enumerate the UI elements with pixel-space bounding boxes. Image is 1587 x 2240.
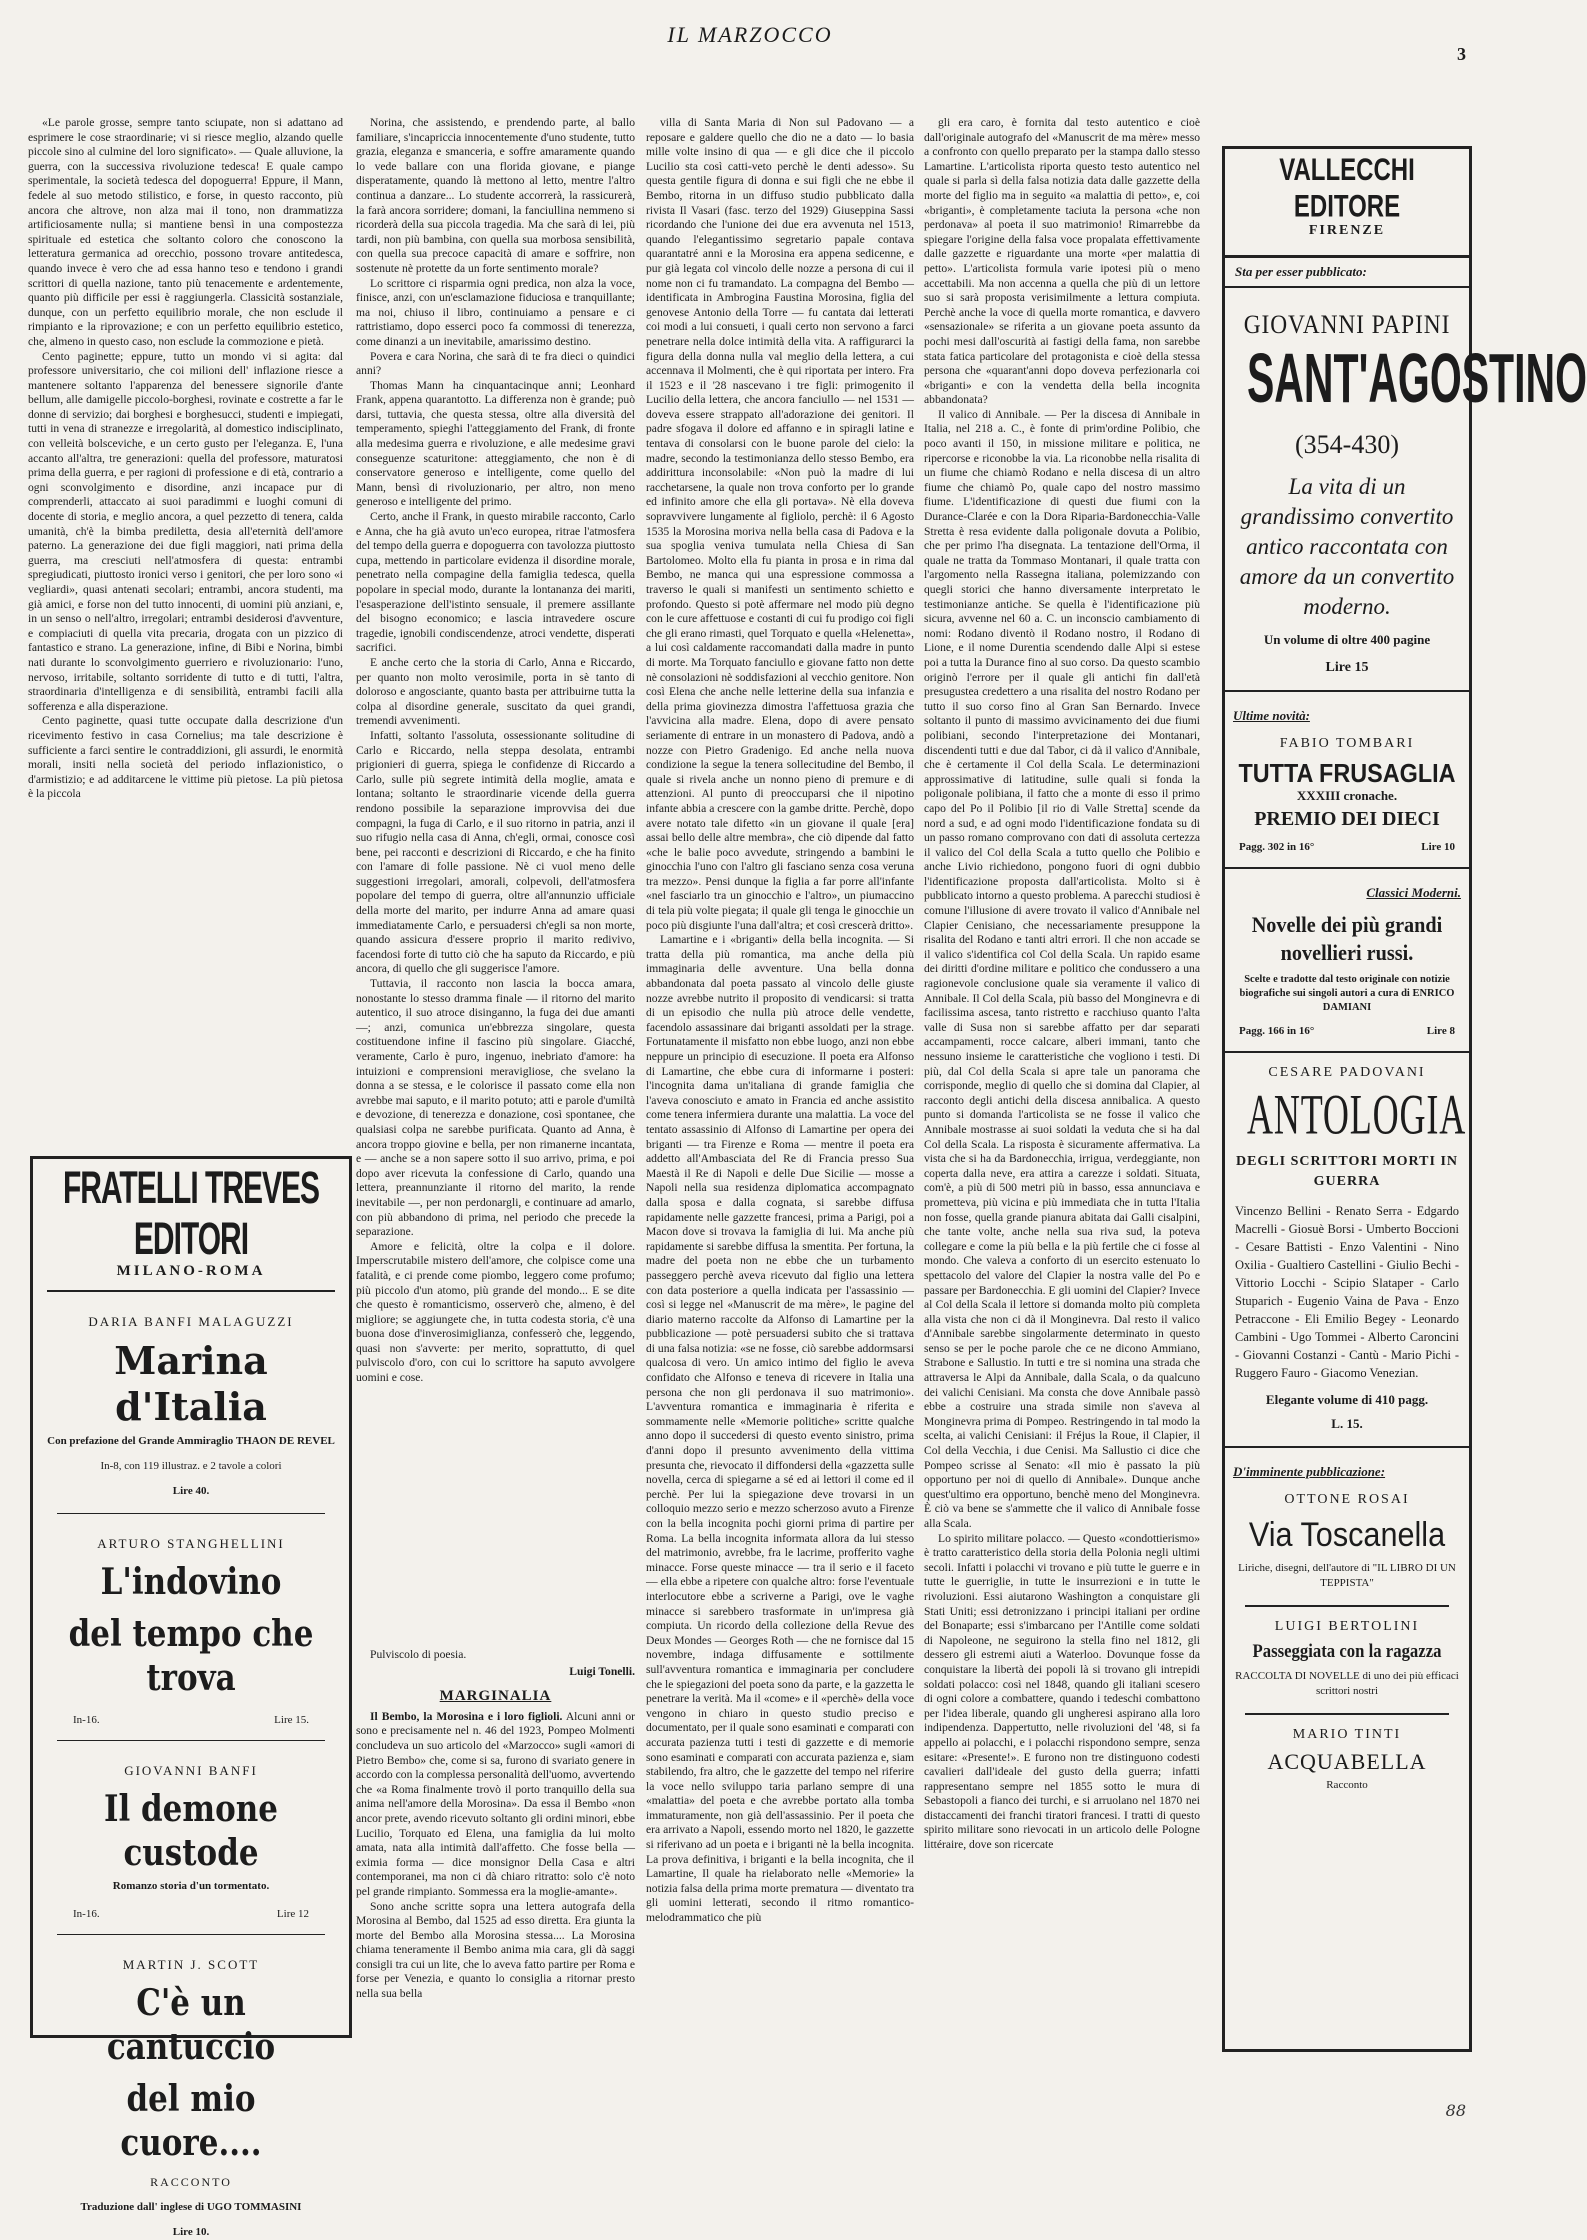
book-format: In-8, con 119 illustraz. e 2 tavole a colori: [100, 1460, 282, 1472]
book-meta: [33, 1714, 349, 1726]
book-title: del mio cuore....: [120, 2078, 262, 2164]
paragraph: Povera e cara Norina, che sarà di te fra dieci o quindici anni?: [356, 349, 635, 378]
book-author: CESARE PADOVANI: [1268, 1065, 1426, 1080]
article-column-2: [356, 116, 635, 1636]
paragraph: villa di Santa Maria di Non sul Padovano — a reposare e galdere quello che dio ne a dato — lo basia mille volte insino di qua — e gli dice che il piccolo Lucilio sta così catti-veto perchè le denti adesso». Su questa gentile figura di donna e sui figli che ne ebbe il Bembo, ritorna in un diffuso studio pubblicato dalla rivista Il Vasari (fasc. terzo del 1929) Giuseppina Sassi ricordando che l'unione dei due era avvenuta nel 1513, quando l'elegantissimo segretario papale contava quarantatré anni e la Morosina era appena sedicenne, e pur già legata col vincolo delle nozze a persona di cui il nome non ci fu tramandato. La compagna del Bembo — identificata in Ambrogina Faustina Morosina, figlia del genovese Antonio della Torre — fu cantata dai letterati coi modi a lui consueti, i quali certo non servono a farci penetrare nella dolce intimità della vita. A raffigurarci la figura della donna nulla val meglio della lettera, a cui accennava il Molmenti, che è qui riportata per intero. Fra il 1523 e il '28 nascevano i tre figli: primogenito il Lucilio della lettera, che ancora fanciullo — nel 1531 — doveva essere strappato all'adorazione dei genitori. Il padre sfogava il dolore ed affanno e in spiragli latine e tentava di consolarsi con le buone parole del cielo: la madre, secondo la testimonianza dello stesso Bembo, era addirittura inconsolabile: «Non può la madre di lui racchetarsene, la quale non trova conforto per lo grande ed infinito amore che ella gli portava». Nè ella doveva sopravvivere lungamente al figliolo, perchè: il 6 Agosto 1535 la Morosina moriva nella bella casa di Padova e la sua spoglia veniva tumulata nella Chiesa di San Bartolomeo. Molto ella fu pianta in prosa e in rima dal Bembo, ne manca qui una espressione commossa a traverso le quali si manifesti un sentimento schietto e profondo. Questo si potè affermare nel modo più degno con le cure affettuose e costanti di cui fu prodigo coi figli che gli erano rimasti, quel Torquato e quella «Helenetta», a lui così caldamente raccomandati dalla madre in punto di morte. Ma Torquato fanciullo e giovane fatto non dette nè consolazioni nè soddisfazioni al vecchio genitore. Non così Elena che anche nelle letterine della sua infanzia e della prima giovinezza dimostra l'affettuosa grazia che l'avvicina alla madre. Elena, dopo di avere pensato seriamente di entrare in un monastero di Padova, andò a nozze con Pietro Gradenigo. Ed anche nella nuova condizione la segue la tenera sollecitudine del Bembo, il quale si rivela anche un nonno pieno di premure e di attenzioni. Al punto di preoccuparsi che il nipotino infante abbia a crescere con la gambe dritte. Perchè, dopo avere notato tale difetto «in un giovane il quale [era] assai bello delle altre membra», che ciò dipende dal fatto «che le balie poco avvedute, stringendo a bambini le ginocchia l'uno con l'altro gli fasciano senza cosa veruna tra mezzo». Pensi dunque la figlia a far porre all'infante «nel fasciarlo tra un ginocchio e l'altro», un piumaccino di tela più volte piegata; il quale gli tenga le ginocchie un poco più disgiunte l'una dall'altra; et così crescerà dritto».: [646, 116, 914, 932]
book-title: del tempo che trova: [68, 1613, 314, 1699]
book-author: OTTONE ROSAI: [1284, 1492, 1410, 1507]
book-years: (354-430): [1295, 430, 1399, 459]
latest-label: Ultime novità:: [1233, 708, 1310, 723]
book-author: LUIGI BERTOLINI: [1274, 1619, 1420, 1634]
paragraph: gli era caro, è fornita dal testo autentico e cioè dall'originale autografo del «Manuscrit de ma mère» messo a confronto con quello preparato per la stampa dallo stesso Lamartine. L'articolista riporta questo testo autentico nel quale si parla sì della falsa notizia data dalle gazzette della morte del figlio ma in seguito «a malattia di petto», e, coi «briganti», è completamente taciuta la persona «che non perdonava» al poeta il suo matrimonio! Rimarrebbe da spiegare l'origine della falsa voce propalata effettivamente dalle gazzette e riguardante una morte «per malattia di petto». L'articolista formula varie ipotesi più o meno accettabili. Ma non accenna a quella che più di un lettore suo si sarà proposta verisimilmente a lettura compiuta. Perchè anche la voce di quella morte romantica, e davvero «sensazionale» se riferita a un giovane poeta assunto da pochi mesi dall'oscurità ai fastigi della fama, non sarebbe stata fatica particolare del protagonista e cioè della stessa persona che «quarant'anni dopo doveva perfezionarla coi «briganti» e con la vendetta della bella incognita abbandonata?: [924, 116, 1200, 407]
paragraph: Amore e felicità, oltre la colpa e il dolore. Imperscrutabile mistero dell'amore, che colpisce come una fatalità, e ci prende come piombo, leggero come profumo; più piccolo d'un atomo, più grande del mondo... E se dite che questo è romanticismo, osserverò che, almeno, è del migliore; se aggiungete che, in tutta codesta storia, c'è una buona dose d'inverosimiglianza, confesserò che, leggendo, quasi non s'avverte: per merito, soprattutto, di quel pulviscolo d'oro, con cui lo scrittore ha saputo avvolgere uomini e cose.: [356, 1239, 635, 1385]
article-signature: Luigi Tonelli.: [569, 1664, 635, 1678]
book-volume: Un volume di oltre 400 pagine: [1263, 632, 1431, 647]
treves-advertisement: [30, 1156, 352, 2238]
book-price: Lire 10: [1421, 841, 1455, 853]
publisher-name: VALLECCHI EDITORE: [1279, 152, 1415, 225]
paragraph: Il valico di Annibale. — Per la discesa di Annibale in Italia, nel 218 a. C., è fonte di prim'ordine Polibio, che poco avanti il 150, in missione militare e politica, ne ripercorse e riconobbe la via. La riconobbe nella risalita di un fiume che chiamò Rodano e nella discesa di un altro fiume che chiamò Po, quale capo del nostro massimo fiume. L'identificazione di questi due fiumi con la Durance-Clarée e con la Dora Riparia-Bardonecchia-Valle Stretta è resa evidente dalla poligonale dovuta a Polibio, che per primo l'ha disegnata. La tentazione dell'Orma, il quale ne tratta da Tommaso Montanari, il quale tratta con l'argomento nella Rassegna italiana, polemizzando con quegli storici che hanno diversamente interpretato le testimonianze antiche. Se quella è l'identificazione più sicura, avvenne nel 60 a. C. un inconscio cambiamento di nomi: Rodano diventò il Rodano nostro, il Rodano di Lione, e il nome Durentia scendendo dalle Alpi si estese poi a tutta la Durance fino al suo corso. Da questo scambio originò l'errore per il quale gli antichi fin dall'età presugustea credettero a una risalita del nostro Rodano per tutto il suo corso fino al Gran San Bernardo. Invece soltanto il punto di massimo avvicinamento dei due fiumi polibiani, secondo l'interpretazione dei Montanari, discendenti tutti e due dal Tabor, ci dà il valico d'Annibale, che è certamente il Col della Scala. Le determinazioni approssimative di latitudine, sulle quali si fonda la poligonale polibiana, il fatto che a monte di esso il primo capo del Po il Polibio [il rio di Valle Stretta] scende da nord a sud, e ad ogni modo l'identificazione fondata su di un passo romano comprovano con dati di assoluta certezza il valico del Col della Scala a tutto quello che Polibio e anche Livio richiedono, pongono fuori di ogni dubbio l'identificazione proposta dall'articolista. Molto si è pubblicato intorno a questo problema. A parecchi studiosi è comune l'illusione di avere trovato il valico d'Annibale nel Clapier Cenisiano, che necessariamente presuppone la risalita del Rodano e tanti altri errori. Il che non accade se il valico s'identifica col Col della Scala. Un rapido esame dei diritti d'ordine militare e politico che condussero a una ragionevole conclusione quale sia veramente il valico di Annibale. Il Col della Scala, più basso del Monginevra e di facilissima ascesa, tanto ristretto e racchiuso quanto l'alta valle di Susa non si sarebbe affatto per dar separati accampamenti, rocce calcare, alberi immani, tanto che nessuno insieme le caratteristiche che vogliono i testi. Di più, dal Col della Scala si apre tale un panorama che corrisponde, meglio di quello che si domina dal Clapier, al racconto degli antichi della discesa annibalica. A questo punto si domanda l'articolista se ne fosse il valico che Annibale mostrasse ai suoi soldati la veduta che si ha dal Col della Scala. La risposta è sicuramente affermativa. La vista che si ha da Bardonecchia, irrigua, verdeggiante, non coperta dalla neve, era attira a carezze i soldati. Situata, com'è, a più di 500 metri più in basso, essa annunciava e prometteva, più vicina e più immediata che in tutta l'Italia non fosse, quella grande pianura abitata dai Galli cisalpini, che tante volte, anche nella sua riva sud, la poteva collegare e come la più bella e la più fertile che ci fosse al mondo. Che valeva a conforto di un esercito estenuato lo spettacolo del valore del Clapier la nostra valle del Po e passare per Bardonecchia. E gli uomini del Clapier? Invece al Col della Scala il lettore si domanda molto più completa alla vista che non ci dà il Monginevra. Dal resto il valico d'Annibale sarebbe singolarmente determinato in questo senso se per le poche parole che ce ne dicono Ammiano, Strabone e Sallustio. In tutti e tre si nomina una strada che attraversa le Alpi da Annibale, dalla Scala, o da qualcuno dei valichi Cenisiani. Ma consta che dove Annibale passò ebbe a costruire una strada simile non s'aveva al Monginevra prima di Pompeo. Restringendo in tal modo la scelta, ai valichi Cenisiani: il Fréjus la Roue, il Clapier, il Col della Vecchia, i due Cenisi. Ma Sallustio ci dice che Pompeo scrisse al Senato: «Il mio è passato la più opportuno per noi di quello di Annibale». Dunque anche quest'ultimo era opportuno, benchè meno del Monginevra. È ciò va bene se s'ammette che il valico di Annibale fosse alla Scala.: [924, 407, 1200, 1530]
divider: [1225, 690, 1469, 692]
book-subtitle: Romanzo storia d'un tormentato.: [112, 1880, 270, 1892]
book-subtitle: RACCOLTA DI NOVELLE di uno dei più efficaci scrittori nostri: [1235, 1670, 1459, 1697]
book-title: Passeggiata con la ragazza: [1252, 1641, 1442, 1662]
divider: [57, 1740, 325, 1741]
book-title: C'è un cantuccio: [106, 1982, 276, 2068]
book-subtitle: Liriche, disegni, dell'autore di "IL LIBRO DI UN TEPPISTA": [1238, 1562, 1456, 1589]
book-author: MARTIN J. SCOTT: [122, 1957, 260, 1972]
book-meta: [1225, 1025, 1469, 1037]
book-translator: Traduzione dall' inglese di UGO TOMMASINI: [80, 2201, 302, 2213]
masthead: [0, 8, 1500, 68]
book-title: L'indovino: [100, 1561, 282, 1603]
book-meta: [1225, 841, 1469, 853]
divider: [57, 1513, 325, 1514]
paragraph: Cento paginette; eppure, tutto un mondo vi si agita: dal professore universitario, che coi milioni dell' inflazione riesce a mantenere soltanto l'apparenza del benessere signorile d'ante bellum, alle damigelle piccolo-borghesi, rovinate e costrette a far le donne di servizio; dai borghesi e borghesucci, studenti e impiegati, tutti in vena di stranezze e irregolarità, al domestico indisciplinato, con velleità bolsceviche, e un certo gusto per l'eleganza. E, l'una accanto all'altra, tre generazioni: quella del professore, maturatosi prima della guerra, e per ragioni di professione e di età, contrario a ogni sconvolgimento e disordine, anzi incapace pur di comprenderli, attaccato ai suoi paradimmi e luoghi comuni di docente di storia, e meglio ancora, a quel pezzetto di tenera, calda umanità, ch'è la bimba prediletta, desia all'eternità dell'amore paterno. La generazione dei due figli maggiori, nati prima della guerra, ma cresciuti nell'atmosfera di questa: entrambi spregiudicati, piuttosto ironici verso i genitori, che per loro sono «i vegliardi», quasi antenati secolari; entrambi, ancora studenti, ma già amici, e forse non del tutto innocenti, di uomini più anziani, e, in un senso o nell'altro, irregolari; entrambi desiderosi d'avventure, e compiaciuti di quella vita precaria, drogata con un pizzico di fantastico e strano. La generazione, infine, di Bibi e Norina, bimbi nati durante lo sconvolgimento guerriero e rivoluzionario: l'uno, nervoso, irritabile, soltanto sorridente di tutto e di tutti, l'altra, straordinaria d'intelligenza e di sensibilità, entrambi facili alla sofferenza e alla disperazione.: [28, 349, 343, 713]
item-body: Alcuni anni or sono e precisamente nel n. 46 del 1923, Pompeo Molmenti concludeva un suo articolo del «Marzocco» sugli «amori di Pietro Bembo» che, come si sa, furono di svariato genere in accordo con la complessa personalità dell'uomo, avvertendo che «a Roma finalmente trovò il porto tranquillo della sua anima nell'amore della Morosina». Da essa il Bembo «non ancor prete, avendo ricevuto soltanto gli ordini minori, ebbe Lucilio, Torquato ed Elena, una famiglia da lui molto amata, nata alla intimità dall'affetto. Che fosse bella — eximia forma — dice monsignor Della Casa e altri contemporanei, ma non ci dà chiaro ritratto: solo c'è noto pel grande rimpianto. Sommessa era la moglie-amante».: [356, 1709, 635, 1898]
newspaper-title: IL MARZOCCO: [667, 22, 833, 47]
book-volume: Elegante volume di 410 pagg.: [1265, 1392, 1429, 1407]
paragraph: Certo, anche il Frank, in questo mirabile racconto, Carlo e Anna, che ha già avuto un'eco europea, ritrae l'atmosfera del tempo della guerra e dopoguerra con tavolozza piuttosto cupa, mettendo in particolare evidenza il disordine morale, penetrato nella compagine della famiglia tedesca, quella popolare in special modo, durante la lontananza dei mariti, l'esasperazione dell'istinto sensuale, il premere assillante del bisogno economico; e lascia intravedere oscure tragedie, ignobili condiscendenze, atroci vendette, disperati sacrifici.: [356, 510, 635, 655]
paragraph: Infatti, soltanto l'assoluta, ossessionante solitudine di Carlo e Riccardo, nella steppa desolata, entrambi prigionieri di guerra, spiega le confidenze di Riccardo a Carlo, sulle più segrete intimità della moglie, amata e lontana; soltanto le straordinarie vicende della guerra rendono possibile la separazione improvvisa dei due compagni, la fuga di Carlo, e il suo ritorno in patria, anzi il suo rifugio nella casa di Anna, ch'egli, ormai, conosce così bene, pei racconti e descrizioni di Riccardo, e che ha finito con l'amare di folle passione. Nè ci vuol meno delle suggestioni irregolari, amorali, colpevoli, dell'atmosfera popolare del tempo di guerra, oltre all'annunzio ufficiale della morte del marito, per indurre Anna ad amare quasi immediatamente Carlo, e persuadersi ch'egli sa non morte, quando assicura d'essere proprio il marito redivivo, facendosi forte di tutto ciò che ha saputo da Riccardo, e più ancora, di quello che gli suggerisce l'amore.: [356, 728, 635, 976]
article-column-3: [646, 116, 914, 2076]
book-author: GIOVANNI BANFI: [124, 1763, 258, 1778]
section-title: MARGINALIA: [439, 1688, 552, 1705]
forthcoming-label: Sta per esser pubblicato:: [1225, 255, 1469, 288]
book-price: Lire 15: [1325, 660, 1369, 675]
divider: [1245, 1605, 1449, 1607]
paragraph: Cento paginette, quasi tutte occupate dalla descrizione d'un ricevimento festivo in casa Cornelius; ma tale descrizione è sufficiente a farci sentire le contraddizioni, gli assurdi, le enormità morali, insiti nella società del periodo inflazionistico, o d'armistizio; e ad additarcene le vittime più pietose. La più pietosa è la piccola: [28, 714, 343, 801]
book-price: L. 15.: [1331, 1416, 1363, 1431]
book-prize: PREMIO DEI DIECI: [1254, 808, 1440, 830]
book-price: Lire 8: [1426, 1025, 1455, 1037]
book-meta: [33, 1908, 349, 1920]
divider: [1225, 1446, 1469, 1448]
author-list: Vincenzo Bellini - Renato Serra - Edgardo Macrelli - Giosuè Borsi - Umberto Boccioni - Cesare Battisti - Enzo Valentini - Nino Oxilia - Gualtiero Castellini - Giulio Bechi - Vittorio Locchi - Scipio Slataper - Carlo Stuparich - Eugenio Vaina de Pava - Enzo Petraccone - Eli Emilio Begey - Leonardo Cambini - Ugo Tommei - Alberto Caroncini - Giovanni Costanzi - Cantù - Mario Pichi - Ruggero Fauro - Giacomo Venezian.: [1235, 1204, 1459, 1380]
divider: [1225, 1051, 1469, 1053]
paragraph: «Le parole grosse, sempre tanto sciupate, non si adattano ad esprimere le cose straordinarie; vi si riesce meglio, alzando quelle piccole sino al culmine del loro significato». — Quale alluvione, la guerra, con la successiva rivoluzione tedesca! E quale campo sperimentale, la società tedesca del dopoguerra! Eppure, il Mann, fedele al suo metodo stilistico, e forse, in questo racconto, più ancora che altrove, non alza mai il tono, non drammatizza artificiosamente nulla; si mantiene bensì in una compostezza spirituale ed estetica che soltanto coloro che conoscono la letteratura germanica ad orecchio, possono trovare antitedesca, quando invece è vero che ad essa hanno teso e tendono i grandi scrittori di quella nazione, tanto più tenacemente e ardentemente, quanto più difficile per essi è raggiungerla. Classicità sostanziale, dunque, con un perfetto equilibrio morale, che non esclude il rimpianto e la riprovazione; e con un perfetto equilibrio estetico, che, almeno in questo caso, non esclude la commozione e pietà.: [28, 116, 343, 348]
article-column-1: [28, 116, 343, 1148]
book-genre: RACCONTO: [150, 2175, 232, 2189]
publisher-name: FRATELLI TREVES EDITORI: [62, 1164, 320, 1265]
paragraph: Norina, che assistendo, e prendendo parte, al ballo familiare, s'incapriccia innocentemente d'uno studente, tutto grazia, eleganza e smanceria, e soffre amaramente quando lo vede ballare con una florida giovane, e piange disperatamente, quando là mettono al letto, mentre l'altro continua a danzare... Lo studente accorrerà, la rassicurerà, la farà ancora sorridere; domani, la fanciullina nemmeno si ricorderà della sua piccola tragedia. Ma che sarà di lei, più tardi, non più bambina, con quella sua morbosa sensibilità, con quella sua precoce capacità di amare e soffrire, non sostenute nè protette da un forte sentimento morale?: [356, 116, 635, 275]
paragraph: Thomas Mann ha cinquantacinque anni; Leonhard Frank, appena quarantotto. La differenza non è grande; può darsi, tuttavia, che questa stessa, oltre alla diversità del temperamento, spieghi l'atteggiamento del Frank, di fronte alla medesima guerra e rivoluzione, e alle medesime gravi conseguenze scaturitone: atteggiamento, che non è di conservatore generoso e intelligente, come quello del Mann, bensì di rivoluzionario, per altro, non meno generoso e intelligente del primo.: [356, 378, 635, 509]
book-format: In-16.: [73, 1714, 100, 1726]
paragraph: Lamartine e i «briganti» della bella incognita. — Si tratta della più romantica, ma anche della più immaginaria delle avventure. Una bella donna abbandonata dal poeta passato al vincolo delle giuste nozze avrebbe nutrito il proposito di vendicarsi: si tratta di un episodio che nulla più atroce delle vendette, facendolo assassinare dai briganti assoldati per la strage. Fortunatamente il misfatto non ebbe luogo, anzi non ebbe neppure un principio di esecuzione. Il poeta era Alfonso di Lamartine, che ebbe cura di informarne i posteri: l'incognita dama un'italiana di grande famiglia che l'aveva conosciuto e amato in Francia ed anche assistito come tenera infermiera durante una malattia. La voce del tentato assassinio di Alfonso di Lamartine per opera dei briganti — tra Firenze e Roma — mentre il poeta era addetto all'Ambasciata del Re di Francia presso Sua Maestà il Re di Napoli e delle Due Sicilie — mosse a Napoli nella sua residenza diplomatica accompagnato dalla sposa e dalla cognata, si sarebbe diffusa rapidamente nelle gazzette francesi, prima a Parigi, poi a Macon dove si trovava la famiglia di lui. Ma anche più rapidamente si sarebbe diffusa la smentita. Per fortuna, la madre del poeta non ne ebbe che un turbamento passeggero perchè aveva ricevuto dal figlio una lettera con data posteriore a quella indicata per l'assassinio — così si legge nel «Manuscrit de ma mère», le pagine del diario materno raccolte da Alfonso di Lamartine per la pubblicazione — potè persuadersi subito che si trattava di una falsa notizia: «se ne fosse, ciò sarebbe addormsarsi qualcosa di vero. Un amico intimo del figlio le aveva confidato che Alfonso e teneva di ricevere in Italia una persona che non gli perdonava il suo matrimonio». L'avventura romantica e immaginaria è riferita e sommamente nelle «Memorie politiche» scritte qualche anno dopo il succedersi di questo evento sinistro, prima d'anni dopo il presunto avvenimento della vittima presunta che, rievocato il diffondersi della «gazzetta sulle novella, cerca di spiegarne a sé ed ai lettori il come ed il perchè. Per lui la spiegazione deve trovarsi in un colloquio mezzo serio e mezzo scherzoso avuto a Firenze con la bella incognita pochi giorni prima di partire per Roma. La bella incognita informata allora da lui stesso del matrimonio, avrebbe, fra le lacrime, profferito vaghe minacce. Forse queste minacce — tra il serio e il faceto — ella ebbe a ripetere con qualche altro: forse l'eventuale interlocutore ebbe a scriverne a Parigi, ove le vaghe minacce si sarebbero trasformate in un'impresa già compiuta. Un ricordo della collezione della Revue des Deux Mondes — Georges Roth — che ne fornisce dal 15 novembre, indaga diffusamente e sottilmente sull'avventura romantica e immaginaria per concludere che le spiegazioni del poeta sono da parte, e la gazzetta le penetrare la verità. Ma il «come» e il «perchè» della voce vengono in chiaro in questo studio preciso e documentato, per il quale sono esaminati e comparati con accurata pazienza tutti i testi di gazzette e di memorie sono esaminati e comparati con accurata pazienza e, siam stabilendo, fra altro, che le gazzette del tempo nel riferire la voce nello sviluppo taria parlano sempre di una «malattia» del poeta e che avrebbe portato alla tomba immaturamente, non già dell'assassinio. Per il poeta che era arrivato a Napoli, essendo morto nel 1820, le gazzette si riferivano ad un poeta e i briganti nè la bella incognita. La prova definitiva, i briganti e la bella incognita, che il Lamartine, Il quale ha rielaborato nelle «Memorie» la notizia falsa della prima morte prematura — diventato tra gli uomini letterati, secondo il ritmo romantico-melodrammatico che più: [646, 933, 914, 1925]
marginalia-section: [356, 1648, 635, 2048]
book-format: In-16.: [73, 1908, 100, 1920]
book-blurb: La vita di un grandissimo convertito antico raccontata con amore da un convertito moderno.: [1239, 474, 1455, 619]
page-number: 3: [1457, 44, 1466, 64]
divider: [1225, 867, 1469, 869]
book-title: TUTTA FRUSAGLIA: [1238, 758, 1456, 788]
book-author: DARIA BANFI MALAGUZZI: [88, 1314, 294, 1329]
book-title: Il demone custode: [104, 1788, 278, 1874]
vallecchi-advertisement: [1222, 146, 1587, 2052]
imminent-label: D'imminente pubblicazione:: [1233, 1464, 1386, 1479]
book-pages: Pagg. 166 in 16°: [1239, 1025, 1315, 1037]
paragraph: E anche certo che la storia di Carlo, Anna e Riccardo, per quanto non molto verosimile, porta in sè tanto di doloroso e angosciante, quanto basta per attribuirne tutta la colpa al disordine generale, suscitato da quei grandi, tremendi avvenimenti.: [356, 655, 635, 728]
divider: [1245, 1713, 1449, 1715]
book-price: Lire 15.: [274, 1714, 309, 1726]
series-label: Classici Moderni.: [1366, 885, 1461, 900]
book-subtitle: Con prefazione del Grande Ammiraglio THAON DE REVEL: [47, 1435, 335, 1447]
item-heading: Il Bembo, la Morosina e i loro figlioli.: [370, 1709, 563, 1723]
paragraph: Tuttavia, il racconto non lascia la bocca amara, nonostante lo stesso dramma finale — il ritorno del marito autentico, il suo atroce disinganno, la fuga dei due amanti —; anzi, comunica un'ebbrezza singolare, questa costituendone infine il fascino più singolare. Giacché, veramente, Carlo è puro, ingenuo, inebriato d'amore: ha intuizioni e comprensioni meravigliose, che svelano la donna a se stessa, e le colorisce il passato come ella non avrebbe mai saputo, e il marito potuto; atti e parole d'umiltà e devozione, di tenerezza e donazione, così spontanee, che qualsiasi colpa ne sarebbe purificata. Quanto ad Anna, è ancora troppo giovine e bella, per non rimanerne incantata, e — anche se a non sapere sotto il suo arrivo, prima, e poi dopo aver ricevuta la confessione di Carlo, quando una lettera, preannunziante il ritorno del marito, la rende inevitabile —, per non perdonargli, e continuare ad amarlo, con più abbandono di prima, nel periodo che precede la separazione.: [356, 977, 635, 1239]
book-author: FABIO TOMBARI: [1279, 736, 1415, 751]
book-pages: Pagg. 302 in 16°: [1239, 841, 1315, 853]
book-price: Lire 40.: [172, 1485, 210, 1497]
paragraph: Sono anche scritte sopra una lettera autografa della Morosina al Bembo, dal 1525 ad esso diretta. Era giunta la morte del Bembo alla Morosina stessa.... La Morosina chiama teneramente il Bembo anima mia cara, gli dà saggi consigli tra cui un lite, che lo aveva fatto partire per Roma e forse per Venezia, e quanto lo consiglia a ritornar presto nella sua bella: [356, 1899, 635, 2001]
book-subtitle: DEGLI SCRITTORI MORTI IN GUERRA: [1235, 1154, 1459, 1189]
publisher-city: MILANO-ROMA: [47, 1263, 335, 1292]
book-title: Via Toscanella: [1248, 1516, 1446, 1554]
book-subtitle: Racconto: [1326, 1779, 1368, 1791]
book-subtitle: XXXIII cronache.: [1296, 788, 1398, 803]
page-mark: 88: [1445, 2101, 1466, 2120]
divider: [57, 1934, 325, 1935]
book-title: Novelle dei più grandi novellieri russi.: [1251, 912, 1443, 965]
paragraph: Lo spirito militare polacco. — Questo «condottierismo» è tratto caratteristico della storia della Polonia negli ultimi secoli. Infatti i polacchi vi trovano e più tutte le guerre e in tutte le guerriglie, in tutte le insurrezioni e in tutte le rivoluzioni. Essi aiutarono Washington a conquistare gli Stati Uniti; essi detronizzano i principi italiani per ordine del Bonaparte; essi s'imbarcano per l'Antille come soldati di Napoleone, ne seguirono la stella fino nel 1812, gli dessero gli estremi aiuti a Waterloo. Dovunque fosse da conquistare la libertà dei popoli là si trovano gli intrepidi soldati polacco: così nel 1848, quando gli italiani scesero di ogni colore a combattere, quando i tedeschi combattono per l'idea liberale, quando gli ungheresi aspirano alla loro indipendenza. Dappertutto, nelle rivoluzioni del '48, si fa appello ai polacchi, e i polacchi rispondono sempre, senza esitare: «Presente!». E furono non tre distinguono codesti cavalieri dall'ideale del gusto della guerra; infatti rappresentano sempre nel 1855 sotto le mura di Sebastopoli a fianco dei turchi, e si arruolano nel 1870 nei distaccamenti dei franchi tiratori francesi. I tratti di questo spirito militare sono rievocati in un articolo delle Pologne littéraire, dove son ricercate: [924, 1531, 1200, 1852]
book-title: ACQUABELLA: [1267, 1749, 1427, 1774]
book-title: SANT'AGOSTINO: [1246, 338, 1587, 418]
paragraph: Lo scrittore ci risparmia ogni predica, non alza la voce, finisce, anzi, con un'esclamazione fiduciosa e tranquillante; ma noi, chiuso il libro, continuiamo a pensare e ci rattristiamo, dopo esserci poco fa commossi di tenerezza, come dinanzi a un inevitabile, amarissimo destino.: [356, 276, 635, 348]
book-price: Lire 10.: [172, 2226, 210, 2238]
book-subtitle: Scelte e tradotte dal testo originale con notizie biografiche sui singoli autori a cura di ENRICO DAMIANI: [1239, 974, 1455, 1013]
book-title: ANTOLOGIA: [1246, 1082, 1467, 1147]
book-author: MARIO TINTI: [1292, 1727, 1402, 1742]
book-title: Marina d'Italia: [114, 1338, 268, 1429]
book-author: ARTURO STANGHELLINI: [97, 1536, 285, 1551]
publisher-city: FIRENZE: [1308, 223, 1386, 238]
book-author: GIOVANNI PAPINI: [1243, 310, 1451, 339]
paragraph: Pulviscolo di poesia.: [370, 1648, 467, 1661]
article-column-4: [924, 116, 1200, 2076]
book-price: Lire 12: [276, 1908, 309, 1920]
